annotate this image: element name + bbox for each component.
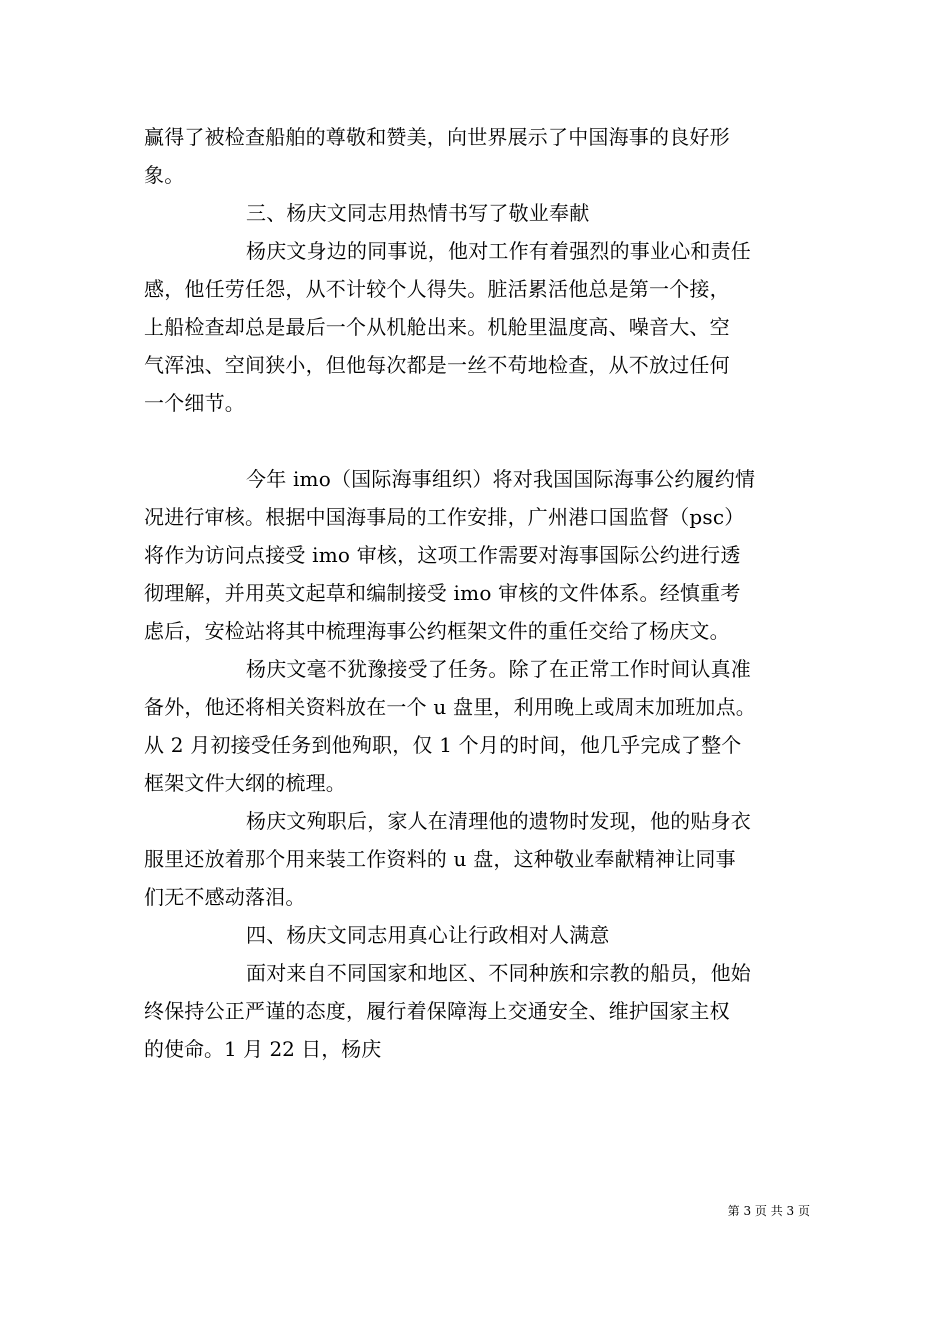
text-line: 三、杨庆文同志用热情书写了敬业奉献 xyxy=(246,201,590,225)
page-footer: 第 3 页 共 3 页 xyxy=(727,1204,810,1218)
text-line: 彻理解，并用英文起草和编制接受 imo 审核的文件体系。经慎重考 xyxy=(144,581,741,605)
text-line: 面对来自不同国家和地区、不同种族和宗教的船员，他始 xyxy=(246,961,751,985)
text-line: 们无不感动落泪。 xyxy=(144,885,306,909)
text-line: 今年 imo（国际海事组织）将对我国国际海事公约履约情 xyxy=(246,467,756,491)
text-line: 服里还放着那个用来装工作资料的 u 盘，这种敬业奉献精神让同事 xyxy=(144,847,736,871)
text-line: 杨庆文身边的同事说，他对工作有着强烈的事业心和责任 xyxy=(246,239,751,263)
text-line: 四、杨庆文同志用真心让行政相对人满意 xyxy=(246,923,610,947)
text-line: 将作为访问点接受 imo 审核，这项工作需要对海事国际公约进行透 xyxy=(144,543,741,567)
text-line: 的使命。1 月 22 日，杨庆 xyxy=(144,1037,382,1061)
text-line: 杨庆文毫不犹豫接受了任务。除了在正常工作时间认真准 xyxy=(246,657,751,681)
text-line: 况进行审核。根据中国海事局的工作安排，广州港口国监督（psc） xyxy=(144,505,745,529)
text-line: 框架文件大纲的梳理。 xyxy=(144,771,346,795)
text-line xyxy=(144,422,809,460)
text-line: 终保持公正严谨的态度，履行着保障海上交通安全、维护国家主权 xyxy=(144,999,730,1023)
text-line: 气浑浊、空间狭小，但他每次都是一丝不苟地检查，从不放过任何 xyxy=(144,353,730,377)
text-line: 虑后，安检站将其中梳理海事公约框架文件的重任交给了杨庆文。 xyxy=(144,619,730,643)
text-line: 一个细节。 xyxy=(144,391,245,415)
text-line: 赢得了被检查船舶的尊敬和赞美，向世界展示了中国海事的良好形 xyxy=(144,125,730,149)
text-line: 备外，他还将相关资料放在一个 u 盘里，利用晚上或周末加班加点。 xyxy=(144,695,756,719)
text-line: 感，他任劳任怨，从不计较个人得失。脏活累活他总是第一个接， xyxy=(144,277,730,301)
text-line: 从 2 月初接受任务到他殉职，仅 1 个月的时间，他几乎完成了整个 xyxy=(144,733,742,757)
text-line: 象。 xyxy=(144,163,185,187)
text-line: 上船检查却总是最后一个从机舱出来。机舱里温度高、噪音大、空 xyxy=(144,315,730,339)
text-line: 杨庆文殉职后，家人在清理他的遗物时发现，他的贴身衣 xyxy=(246,809,751,833)
document-body xyxy=(144,118,809,1068)
